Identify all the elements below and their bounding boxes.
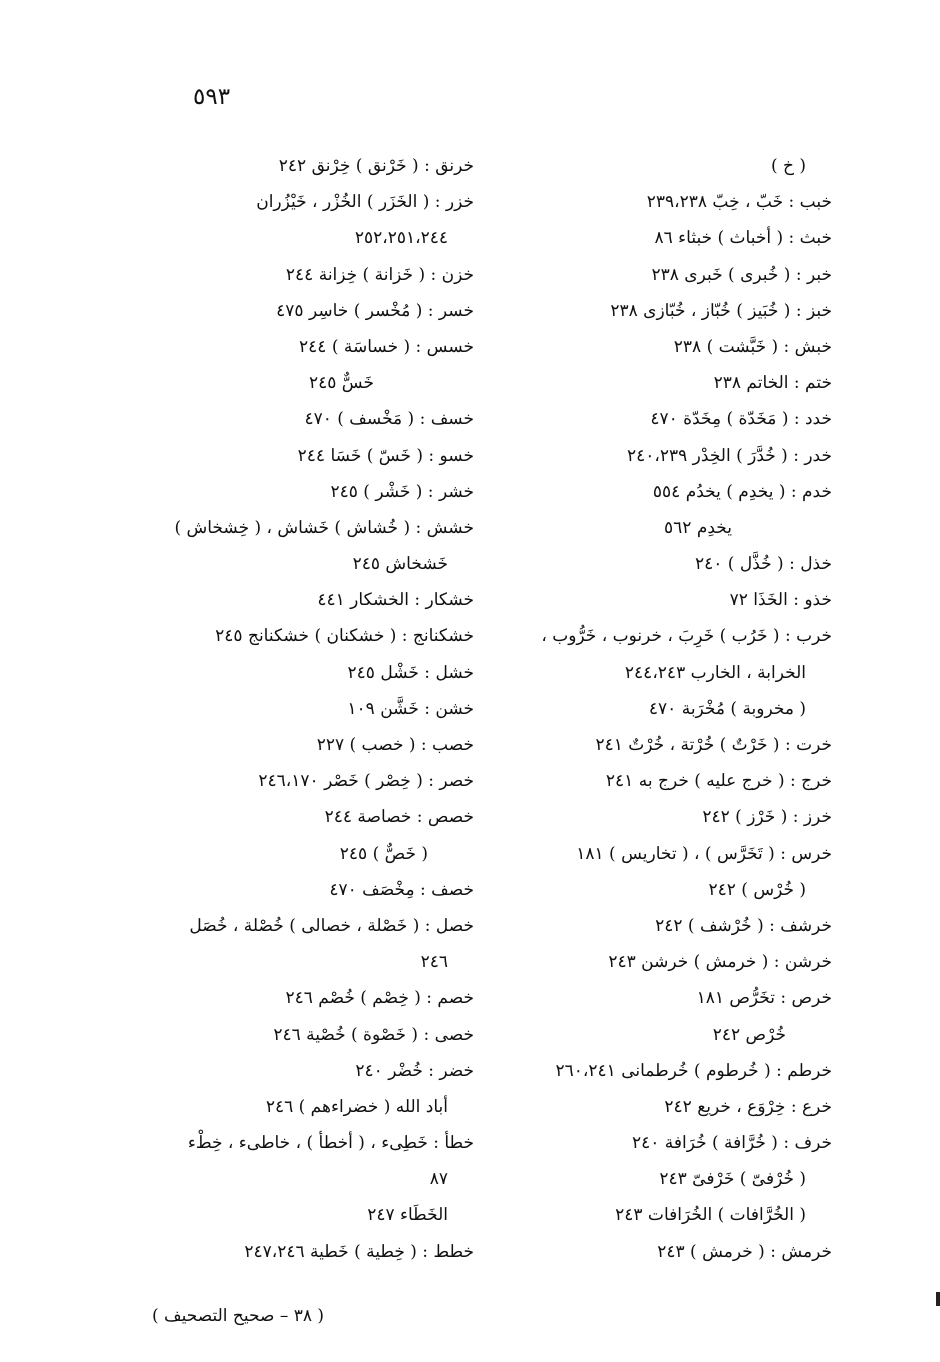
page-number: ٥٩٣ — [193, 84, 231, 110]
index-entry: خرب : ( خَرُب ) خَرِبَ ، خرنوب ، خَرُّوب ، — [541, 626, 832, 647]
index-entry: خرع : خِرْوَع ، خريع ٢٤٢ — [664, 1096, 832, 1117]
index-entry: خرنق : ( خَرْنق ) خِرْنق ٢٤٢ — [278, 156, 474, 176]
index-entry: خصل : ( خَصْلة ، خصالى ) خُصْلة ، خُصَل — [189, 915, 474, 936]
index-entry: خصف : مِخْصَف ٤٧٠ — [329, 879, 474, 900]
index-entry: خبش : ( خَبَّشت ) ٢٣٨ — [673, 336, 832, 357]
index-entry: أباد الله ( خضراءهم ) ٢٤٦ — [265, 1096, 448, 1117]
index-entry: خَشخاش ٢٤٥ — [352, 554, 448, 575]
edge-mark — [936, 1292, 940, 1306]
index-entry: خشكار : الخشكار ٤٤١ — [317, 590, 474, 611]
index-entry: خبث : ( أخباث ) خبثاء ٨٦ — [654, 228, 832, 249]
footer-signature: ( ٣٨ – صحيح التصحيف ) — [152, 1306, 325, 1326]
index-entry: خشكنانج : ( خشكنان ) خشكنانج ٢٤٥ — [215, 626, 474, 647]
index-entry: ( الخُرَّافات ) الخُرَافات ٢٤٣ — [615, 1205, 806, 1226]
index-entry: خبر : ( خُبرى ) خَبرى ٢٣٨ — [651, 264, 832, 285]
index-entry: ( مخروبة ) مُخْرَبة ٤٧٠ — [648, 698, 806, 719]
index-entry: ٢٤٦ — [420, 952, 448, 973]
index-entry: خصص : خصاصة ٢٤٤ — [324, 807, 474, 828]
index-entry: خشش : ( خُشاش ) خَشاش ، ( خِشخاش ) — [174, 517, 474, 538]
index-entry: خسف : ( مَخْسف ) ٤٧٠ — [304, 409, 474, 430]
index-entry: خسو : ( خَسّ ) خَسَا ٢٤٤ — [297, 445, 474, 466]
index-entry: خرس : ( تَخَرَّس ) ، ( تخاريس ) ١٨١ — [576, 843, 832, 864]
index-entry: خرص : تخَرُّص ١٨١ — [696, 988, 832, 1009]
index-entry: خَسٌّ ٢٤٥ — [309, 373, 374, 394]
index-entry: خشر : ( خَشْر ) ٢٤٥ — [330, 481, 474, 502]
index-entry: خُرْص ٢٤٢ — [712, 1024, 786, 1045]
index-entry: خدر : ( خُدَّرَ ) الخِدْر ٢٤٠،٢٣٩ — [627, 445, 832, 466]
index-entry: خرز : ( خَرْز ) ٢٤٢ — [702, 807, 832, 828]
index-entry: خدم : ( يخدِم ) يخدُم ٥٥٤ — [652, 481, 832, 502]
index-entry: ( خُرْفىّ ) خَرْفىّ ٢٤٣ — [659, 1169, 806, 1190]
index-column-right — [412, 148, 832, 1270]
index-entry: ٨٧ — [429, 1169, 448, 1190]
index-entry: ( خَصٌّ ) ٢٤٥ — [339, 843, 428, 864]
index-entry: خصر : ( خِصْر ) خَصْر ٢٤٦،١٧٠ — [258, 771, 474, 792]
index-entry: خذل : ( خُذَّل ) ٢٤٠ — [695, 554, 832, 575]
index-entry: خرف : ( خُرَّافة ) خُرَافة ٢٤٠ — [631, 1133, 832, 1154]
index-entry: خرت : ( خَرْتٌ ) خُرْتة ، خُرْتٌ ٢٤١ — [595, 735, 832, 755]
index-entry: خسر : ( مُخْسر ) خاسِر ٤٧٥ — [276, 300, 474, 321]
index-entry: خشن : خَشَّن ١٠٩ — [347, 698, 474, 719]
index-entry: خزن : ( خَزانة ) خِزانة ٢٤٤ — [285, 264, 474, 285]
index-entry: خسس : ( خساسَة ) ٢٤٤ — [299, 336, 474, 357]
index-entry: خبب : خَبّ ، خِبّ ٢٣٩،٢٣٨ — [646, 192, 832, 213]
index-entry: خذو : الخَذَا ٧٢ — [729, 590, 832, 611]
index-entry: خطأ : خَطِىء ، ( أخطأ ) ، خاطىء ، خِطْء — [187, 1133, 474, 1154]
index-entry: خصم : ( خِصْم ) خُصْم ٢٤٦ — [285, 988, 474, 1009]
index-entry: خضر : خُضْر ٢٤٠ — [355, 1060, 474, 1081]
index-entry: خدد : ( مَخَدّة ) مِخَدّة ٤٧٠ — [650, 409, 832, 430]
index-entry: خزر : ( الخَزَر ) الخُزْر ، خَيْزُران — [256, 192, 474, 213]
index-entry: الخَطَاء ٢٤٧ — [367, 1205, 448, 1226]
index-entry: ٢٥٢،٢٥١،٢٤٤ — [354, 228, 448, 249]
index-entry: خرمش : ( خرمش ) ٢٤٣ — [657, 1241, 832, 1262]
index-entry: خطط : ( خِطية ) خَطية ٢٤٧،٢٤٦ — [244, 1241, 474, 1262]
index-entry: ( خ ) — [770, 156, 806, 176]
index-entry: ختم : الخاتم ٢٣٨ — [713, 373, 832, 394]
index-entry: خشل : خَشْل ٢٤٥ — [347, 662, 474, 683]
index-entry: خرطم : ( خُرطوم ) خُرطمانى ٢٦٠،٢٤١ — [555, 1060, 832, 1081]
index-entry: خرج : ( خرج عليه ) خرج به ٢٤١ — [605, 771, 832, 792]
index-column-left — [164, 148, 474, 1270]
index-entry: الخرابة ، الخارب ٢٤٤،٢٤٣ — [624, 662, 806, 683]
index-entry: يخدِم ٥٦٢ — [664, 517, 732, 538]
index-entry: خبز : ( خُبَيز ) خُبّاز ، خُبّازى ٢٣٨ — [610, 300, 832, 321]
index-entry: خصب : ( خصب ) ٢٢٧ — [316, 735, 474, 755]
index-entry: ( خُرْس ) ٢٤٢ — [708, 879, 806, 900]
index-entry: خرشف : ( خُرْشف ) ٢٤٢ — [655, 915, 832, 936]
index-entry: خرشن : ( خرمش ) خرشن ٢٤٣ — [608, 952, 832, 973]
index-entry: خصى : ( خَصْوة ) خُصْية ٢٤٦ — [273, 1024, 474, 1045]
